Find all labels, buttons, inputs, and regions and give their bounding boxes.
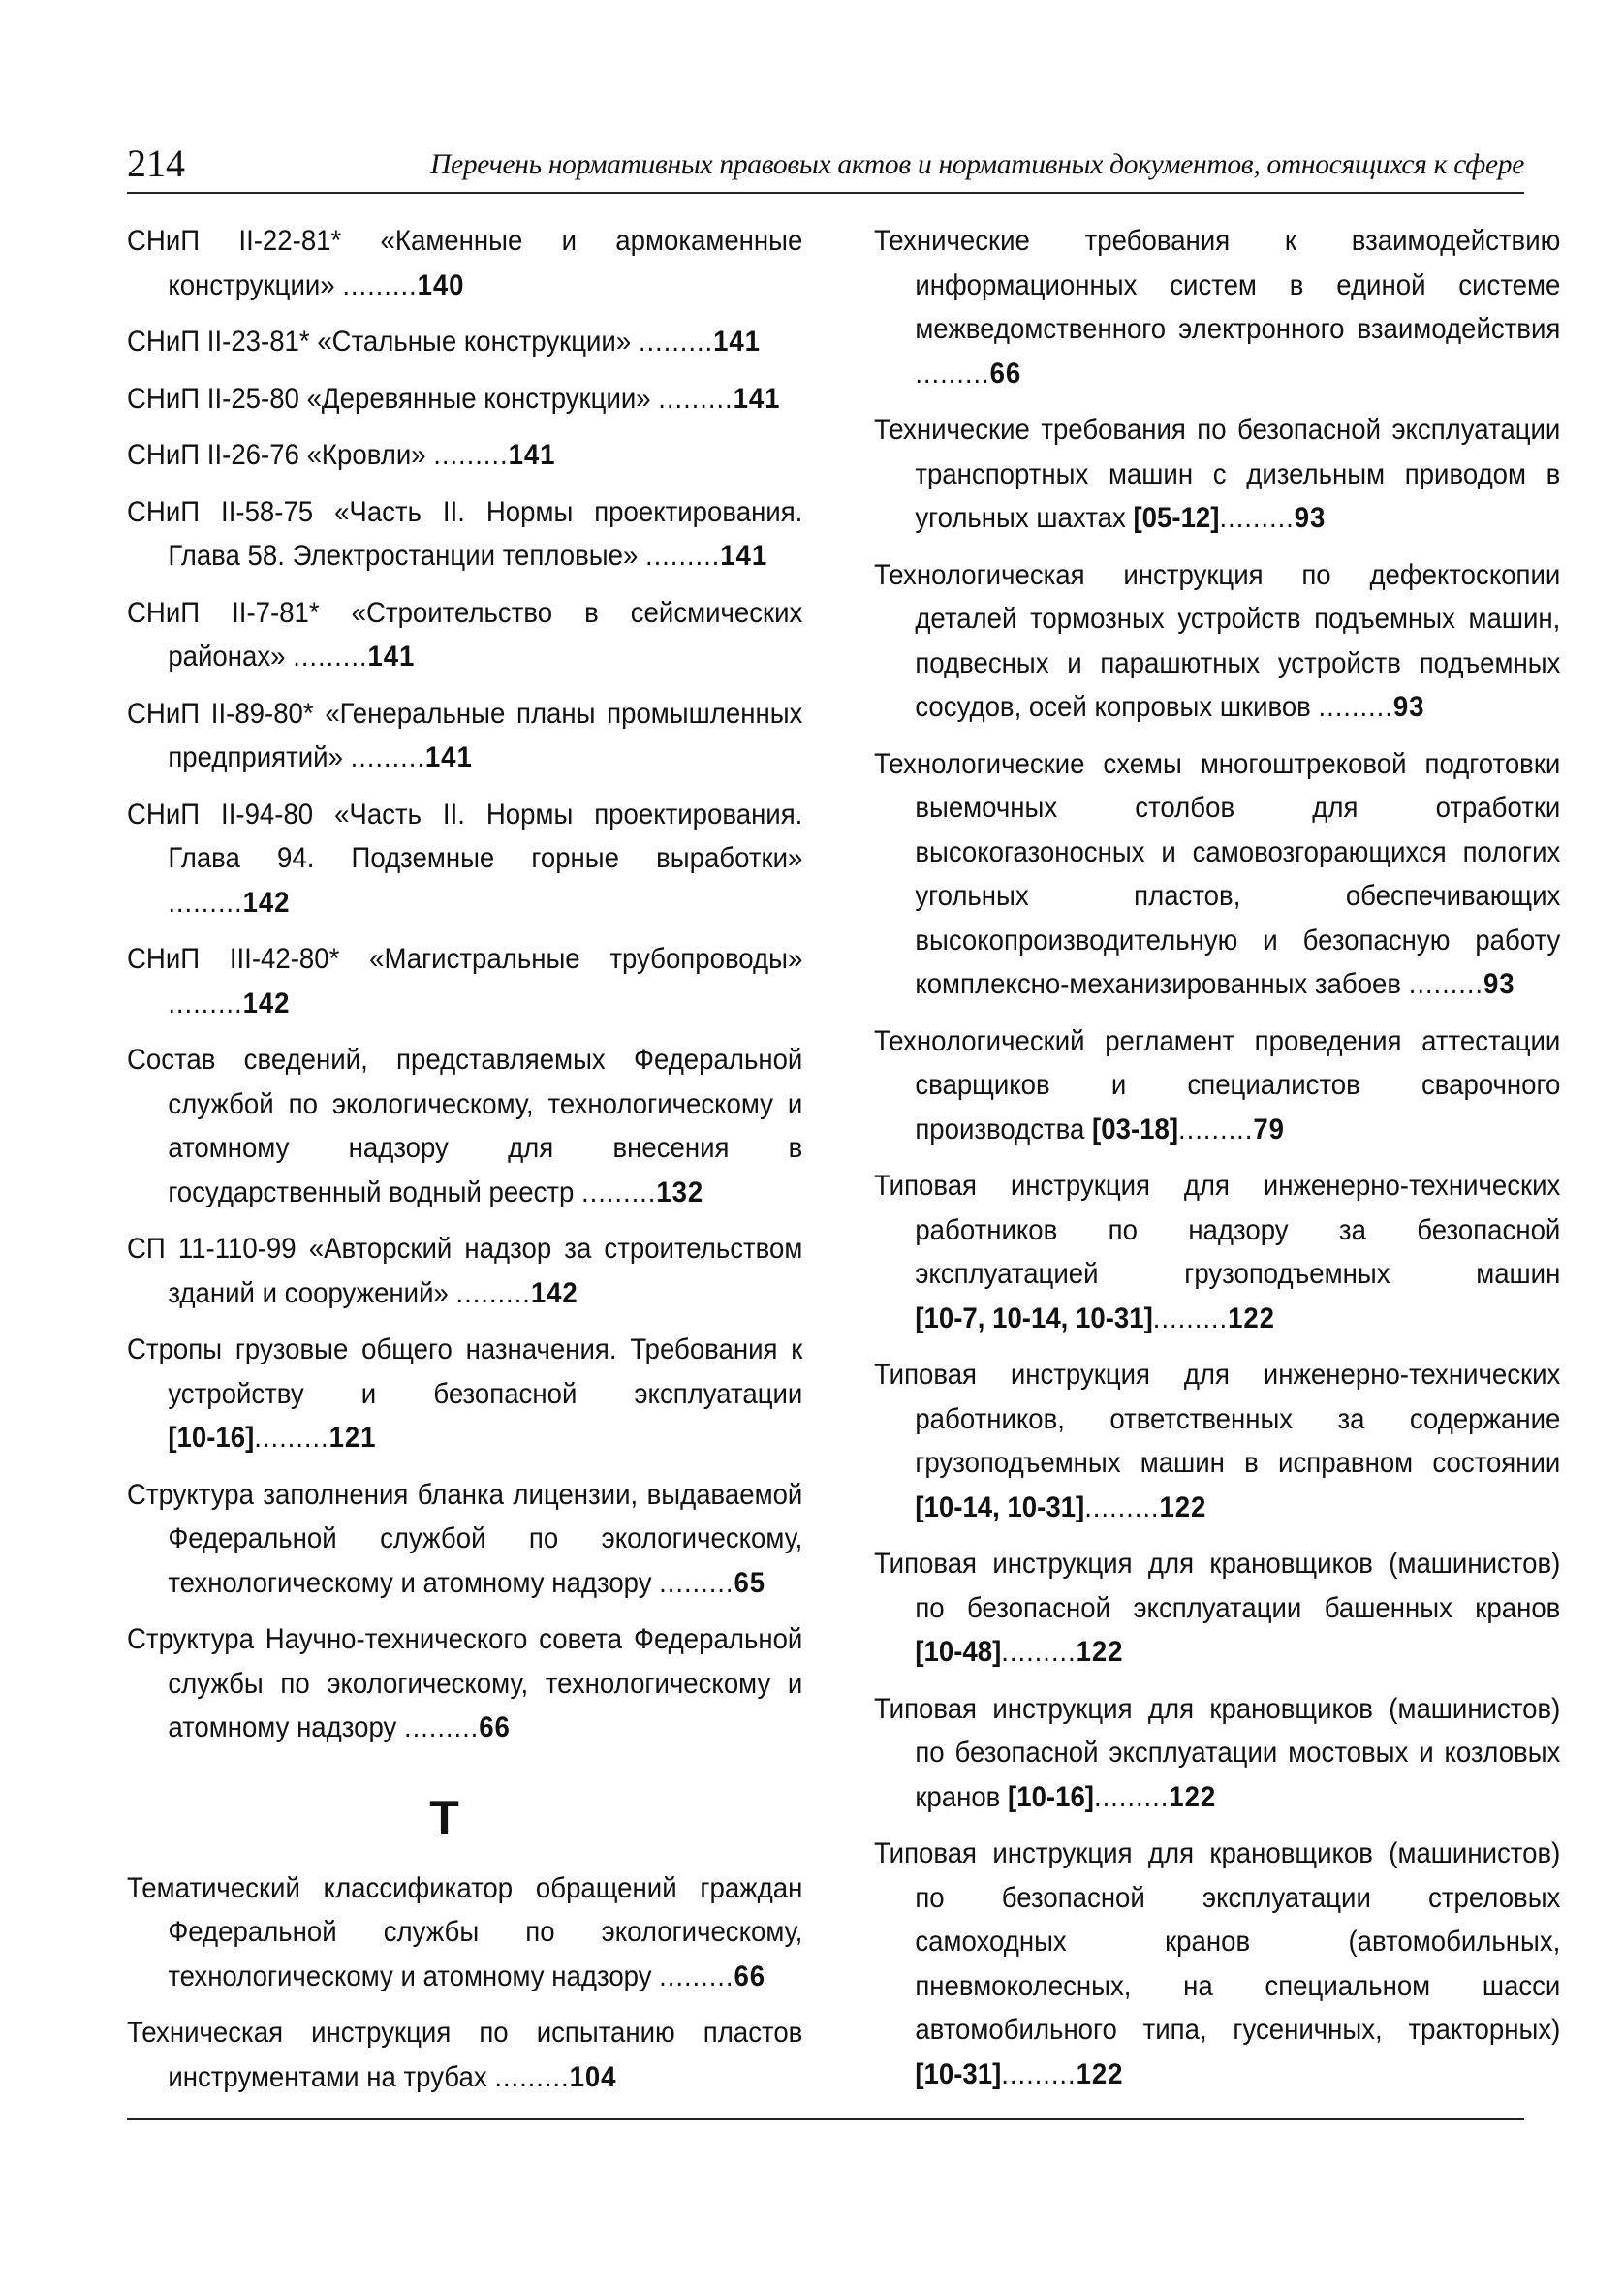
running-title: Перечень нормативных правовых актов и нормативных документов, относящихся к сфере xyxy=(430,149,1524,180)
entry-page-number: 93 xyxy=(1392,691,1425,723)
entry-page-number: 122 xyxy=(1076,1636,1124,1668)
dot-leader: ......... xyxy=(1001,1636,1077,1668)
entry-title: Состав сведений, представляемых Федеральной службой по экологическому, технологическому и атомному надзору для внесения в государственный водный реестр xyxy=(127,1044,803,1208)
entry-title: СНиП II-22-81* «Каменные и армокаменные конструкции» xyxy=(127,225,803,301)
index-entry xyxy=(127,1227,802,1315)
entry-page-number: 140 xyxy=(417,268,465,301)
index-entry xyxy=(127,1866,802,1999)
entry-reference: [10-16] xyxy=(168,1422,255,1454)
dot-leader: ......... xyxy=(293,641,368,673)
left-column xyxy=(127,219,803,2112)
entry-title: СНиП II-23-81* «Стальные конструкции» xyxy=(127,326,639,358)
entry-title: Типовая инструкция для крановщиков (машинистов) по безопасной эксплуатации стреловых самоходных кранов (автомобильных, пневмоколесных, на специальном шасси автомобильного типа, гусеничных, тракторных) xyxy=(874,1837,1561,2046)
entry-title: Технологические схемы многоштрековой подготовки выемочных столбов для отработки высокогазоносных и самовозгорающихся пологих угольных пластов, обеспечивающих высокопроизводительную и безопасную работу комплексно-механизированных забоев xyxy=(874,747,1561,1000)
entry-page-number: 141 xyxy=(367,641,416,673)
entry-title: Технические требования к взаимодействию информационных систем в единой системе межведомственного электронного взаимодействия xyxy=(874,225,1561,345)
dot-leader: ......... xyxy=(433,439,509,471)
index-entry xyxy=(874,742,1560,1007)
index-entry xyxy=(874,1542,1560,1675)
index-entry xyxy=(874,1687,1560,1820)
index-entry xyxy=(874,1019,1560,1152)
index-entry xyxy=(127,937,802,1025)
dot-leader: ......... xyxy=(455,1276,531,1309)
entry-page-number: 122 xyxy=(1169,1780,1217,1813)
dot-leader: ......... xyxy=(168,886,243,919)
dot-leader: ......... xyxy=(403,1711,480,1743)
entry-reference: [03-18] xyxy=(1092,1113,1179,1145)
entry-page-number: 142 xyxy=(242,886,291,919)
dot-leader: ......... xyxy=(638,326,714,358)
entry-page-number: 104 xyxy=(569,2060,617,2093)
entry-title: Тематический классификатор обращений граждан Федеральной службы по экологическому, технологическому и атомному надзору xyxy=(127,1871,803,1992)
entry-title: СНиП II-89-80* «Генеральные планы промышленных предприятий» xyxy=(127,697,803,773)
dot-leader: ......... xyxy=(1219,502,1295,534)
index-entry xyxy=(127,377,802,422)
entry-reference: [10-7, 10-14, 10-31] xyxy=(915,1301,1153,1334)
bottom-rule xyxy=(127,2118,1524,2120)
dot-leader: ......... xyxy=(1318,691,1393,723)
entry-title: СНиП III-42-80* «Магистральные трубопроводы» xyxy=(127,943,803,975)
entry-page-number: 142 xyxy=(242,987,291,1019)
dot-leader: ......... xyxy=(1094,1780,1170,1813)
dot-leader: ......... xyxy=(254,1422,329,1454)
index-entry xyxy=(874,219,1560,395)
page-number: 214 xyxy=(127,141,185,185)
entry-reference: [05-12] xyxy=(1133,502,1220,534)
dot-leader: ......... xyxy=(659,1960,734,1992)
entry-title: Типовая инструкция для инженерно-технических работников, ответственных за содержание грузоподъемных машин в исправном состоянии xyxy=(874,1359,1561,1479)
dot-leader: ......... xyxy=(659,1566,734,1599)
index-entry xyxy=(127,1617,802,1750)
section-letter: Т xyxy=(429,1790,459,1845)
dot-leader: ......... xyxy=(494,2060,570,2093)
index-entry xyxy=(127,692,802,780)
entry-title: Типовая инструкция для крановщиков (машинистов) по безопасной эксплуатации мостовых и козловых кранов xyxy=(874,1692,1561,1813)
entry-title: Стропы грузовые общего назначения. Требования к устройству и безопасной эксплуатации xyxy=(127,1333,803,1410)
dot-leader: ......... xyxy=(1084,1490,1160,1523)
entry-title: СНиП II-58-75 «Часть II. Нормы проектирования. Глава 58. Электростанции тепловые» xyxy=(127,495,803,572)
index-entry xyxy=(127,1328,802,1460)
index-entry xyxy=(127,793,802,925)
entry-title: Технические требования по безопасной эксплуатации транспортных машин с дизельным приводом в угольных шахтах xyxy=(874,414,1561,534)
entry-page-number: 121 xyxy=(328,1422,377,1454)
entry-page-number: 65 xyxy=(734,1566,766,1599)
dot-leader: ......... xyxy=(1178,1113,1254,1145)
entry-title: Структура Научно-технического совета Федеральной службы по экологическому, технологическому и атомному надзору xyxy=(127,1623,803,1743)
index-entry xyxy=(127,490,802,579)
entry-page-number: 66 xyxy=(479,1711,511,1743)
entry-title: СНиП II-7-81* «Строительство в сейсмических районах» xyxy=(127,596,803,673)
entry-page-number: 79 xyxy=(1253,1113,1285,1145)
entry-page-number: 122 xyxy=(1076,2057,1124,2090)
entry-page-number: 93 xyxy=(1483,968,1515,1000)
entry-page-number: 66 xyxy=(734,1960,766,1992)
index-entry xyxy=(127,219,802,307)
entry-title: Технологическая инструкция по дефектоскопии деталей тормозных устройств подъемных машин, подвесных и парашютных устройств подъемных сосудов, осей копровых шкивов xyxy=(874,558,1561,723)
dot-leader: ......... xyxy=(644,540,721,572)
dot-leader: ......... xyxy=(342,268,418,301)
entry-page-number: 122 xyxy=(1228,1301,1275,1334)
entry-page-number: 122 xyxy=(1159,1490,1207,1523)
entry-title: СНиП II-25-80 «Деревянные конструкции» xyxy=(127,382,659,415)
entry-title: СП 11-110-99 «Авторский надзор за строительством зданий и сооружений» xyxy=(127,1233,803,1309)
dot-leader: ......... xyxy=(581,1176,657,1208)
index-entry xyxy=(127,591,802,679)
entry-page-number: 142 xyxy=(530,1276,578,1309)
entry-reference: [10-14, 10-31] xyxy=(915,1490,1085,1523)
dot-leader: ......... xyxy=(168,987,243,1019)
entry-page-number: 141 xyxy=(733,382,781,415)
entry-page-number: 141 xyxy=(720,540,768,572)
page-header xyxy=(127,138,1524,194)
entry-reference: [10-48] xyxy=(915,1636,1002,1668)
index-entry xyxy=(127,1473,802,1606)
index-entries-right xyxy=(874,219,1561,2096)
right-column xyxy=(874,219,1561,2109)
entry-page-number: 141 xyxy=(713,326,761,358)
entry-page-number: 141 xyxy=(508,439,556,471)
dot-leader: ......... xyxy=(915,357,990,390)
entry-title: СНиП II-26-76 «Кровли» xyxy=(127,439,434,471)
entry-title: Структура заполнения бланка лицензии, выдаваемой Федеральной службой по экологическому, технологическому и атомному надзору xyxy=(127,1478,803,1599)
entry-reference: [10-31] xyxy=(915,2057,1002,2090)
entry-page-number: 132 xyxy=(656,1176,704,1208)
entry-title: Типовая инструкция для крановщиков (машинистов) по безопасной эксплуатации башенных кранов xyxy=(874,1548,1561,1624)
dot-leader: ......... xyxy=(1001,2057,1077,2090)
dot-leader: ......... xyxy=(1408,968,1484,1000)
index-entry xyxy=(874,1832,1560,2096)
entry-title: Типовая инструкция для инженерно-технических работников по надзору за безопасной эксплуатацией грузоподъемных машин xyxy=(874,1170,1561,1290)
index-entry xyxy=(874,408,1560,541)
dot-leader: ......... xyxy=(658,382,734,415)
index-entry xyxy=(874,1164,1560,1340)
index-entry xyxy=(127,2011,802,2099)
entry-title: Технологический регламент проведения аттестации сварщиков и специалистов сварочного производства xyxy=(874,1024,1561,1145)
entry-page-number: 66 xyxy=(989,357,1022,390)
index-entry xyxy=(127,320,802,364)
entry-reference: [10-16] xyxy=(1008,1780,1095,1813)
entry-title: СНиП II-94-80 «Часть II. Нормы проектирования. Глава 94. Подземные горные выработки» xyxy=(127,798,803,874)
index-entry xyxy=(874,1353,1560,1529)
entry-page-number: 141 xyxy=(424,741,473,773)
entry-title: Техническая инструкция по испытанию пластов инструментами на трубах xyxy=(127,2017,803,2093)
dot-leader: ......... xyxy=(1152,1301,1229,1334)
entry-page-number: 93 xyxy=(1294,502,1327,534)
dot-leader: ......... xyxy=(350,741,425,773)
index-entries-left-after xyxy=(127,1866,803,2100)
index-entry xyxy=(874,553,1560,730)
index-entry xyxy=(127,433,802,478)
index-entry xyxy=(127,1038,802,1214)
index-entries-left-before xyxy=(127,219,803,1750)
